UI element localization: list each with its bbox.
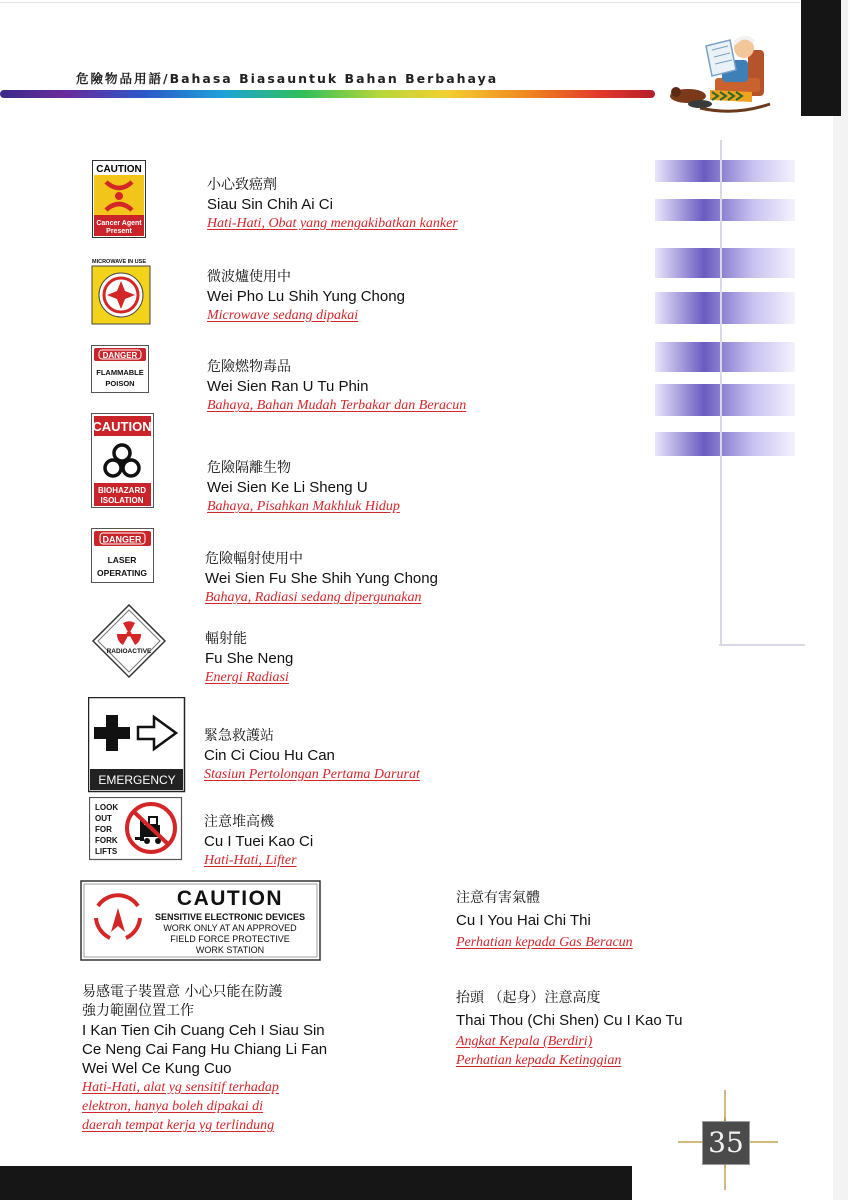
- entry-indonesian-line1: Angkat Kepala (Berdiri): [456, 1034, 593, 1049]
- entry-indonesian: Bahaya, Pisahkan Makhluk Hidup: [207, 499, 400, 514]
- entry-chinese: 注意堆高機: [204, 814, 274, 830]
- laser-sign-tag: DANGER: [102, 534, 142, 545]
- entry-indonesian-line2: elektron, hanya boleh dipakai di: [82, 1099, 264, 1114]
- corner-tab: [801, 0, 841, 116]
- forklift-sign-line2: OUT: [95, 814, 112, 823]
- emergency-sign-label: EMERGENCY: [98, 773, 176, 787]
- radioactive-sign-label: RADIOACTIVE: [106, 648, 152, 655]
- entry-microwave: [207, 268, 405, 325]
- entry-chinese: 緊急救護站: [204, 728, 274, 744]
- forklift-sign-line4: FORK: [95, 836, 118, 845]
- forklift-sign-line3: FOR: [95, 825, 112, 834]
- entry-pinyin-line3: Wei Wel Ce Kung Cuo: [82, 1060, 232, 1077]
- laser-operating-sign: [91, 528, 155, 584]
- page-number: 35: [702, 1121, 750, 1165]
- biohazard-sign-line1: BIOHAZARD: [98, 486, 146, 495]
- entry-pinyin: Wei Sien Ran U Tu Phin: [207, 378, 369, 395]
- entry-radioactive: [205, 630, 293, 687]
- entry-indonesian: Energi Radiasi: [205, 670, 289, 685]
- rainbow-header-bar: [0, 90, 655, 98]
- entry-indonesian: Perhatian kepada Gas Beracun: [456, 935, 633, 950]
- entry-chinese-line2: 強力範圍位置工作: [82, 1003, 194, 1019]
- entry-pinyin: Fu She Neng: [205, 650, 294, 667]
- entry-chinese: 抬頭 （起身）注意高度: [456, 990, 601, 1006]
- entry-emergency: [204, 727, 420, 784]
- entry-pinyin: Wei Pho Lu Shih Yung Chong: [207, 288, 405, 305]
- entry-chinese: 小心致癌劑: [207, 177, 277, 193]
- entry-pinyin-line1: I Kan Tien Cih Cuang Ceh I Siau Sin: [82, 1022, 325, 1039]
- esd-sign-line3: FIELD FORCE PROTECTIVE: [170, 934, 290, 944]
- entry-chinese: 注意有害氣體: [456, 890, 540, 906]
- top-hairline: [0, 2, 800, 3]
- forklift-sign-line1: LOOK: [95, 803, 119, 812]
- side-decoration-bars: [655, 140, 805, 660]
- entry-pinyin: Cu I You Hai Chi Thi: [456, 912, 591, 929]
- entry-indonesian-line2: Perhatian kepada Ketinggian: [456, 1053, 622, 1068]
- laser-sign-line1: LASER: [107, 555, 137, 565]
- laser-sign-line2: OPERATING: [97, 568, 147, 578]
- esd-sign-title: CAUTION: [176, 887, 284, 910]
- forklift-sign: [89, 797, 183, 861]
- cancer-sign-line1: Cancer Agent: [96, 220, 142, 227]
- entry-toxic-gas: [456, 889, 633, 952]
- esd-sign-line4: WORK STATION: [195, 945, 265, 955]
- biohazard-sign-top: CAUTION: [92, 419, 152, 434]
- emergency-station-sign: [88, 697, 186, 793]
- entry-laser: [205, 550, 438, 607]
- entry-chinese: 微波爐使用中: [207, 269, 291, 285]
- entry-indonesian: Bahaya, Radiasi sedang dipergunakan: [205, 590, 422, 605]
- entry-pinyin: Thai Thou (Chi Shen) Cu I Kao Tu: [456, 1012, 683, 1029]
- flammable-sign-line2: POISON: [105, 379, 135, 388]
- cancer-sign-line2: Present: [106, 228, 132, 235]
- entry-chinese: 危險燃物毒品: [207, 359, 291, 375]
- entry-pinyin: Wei Sien Ke Li Sheng U: [207, 479, 368, 496]
- forklift-sign-line5: LIFTS: [95, 847, 118, 856]
- entry-head-height: [456, 989, 683, 1070]
- microwave-sign-label: MICROWAVE IN USE: [92, 259, 146, 265]
- entry-pinyin: Cu I Tuei Kao Ci: [204, 833, 314, 850]
- radioactive-sign: [92, 604, 166, 678]
- entry-indonesian-line1: Hati-Hati, alat yg sensitif terhadap: [82, 1080, 279, 1095]
- page-header-title: 危險物品用語/Bahasa Biasauntuk Bahan Berbahaya: [76, 71, 499, 86]
- biohazard-sign-line2: ISOLATION: [100, 496, 144, 505]
- esd-sign-line2: WORK ONLY AT AN APPROVED: [163, 923, 297, 933]
- entry-pinyin: Siau Sin Chih Ai Ci: [207, 196, 333, 213]
- entry-flammable: [207, 358, 466, 415]
- entry-chinese: 輻射能: [205, 631, 247, 647]
- entry-chinese: 危險輻射使用中: [205, 551, 303, 567]
- entry-cancer: [207, 176, 458, 233]
- flammable-sign-line1: FLAMMABLE: [96, 368, 144, 377]
- esd-sign-line1: SENSITIVE ELECTRONIC DEVICES: [154, 912, 306, 922]
- entry-indonesian: Stasiun Pertolongan Pertama Darurat: [204, 767, 420, 782]
- cancer-agent-sign: [92, 160, 146, 238]
- entry-indonesian: Hati-Hati, Obat yang mengakibatkan kanker: [207, 216, 458, 231]
- esd-caution-sign: [80, 880, 322, 962]
- entry-pinyin-line2: Ce Neng Cai Fang Hu Chiang Li Fan: [82, 1041, 328, 1058]
- flammable-sign-tag: DANGER: [102, 351, 138, 360]
- entry-pinyin: Wei Sien Fu She Shih Yung Chong: [205, 570, 438, 587]
- entry-pinyin: Cin Ci Ciou Hu Can: [204, 747, 335, 764]
- footer-bar: [0, 1166, 632, 1200]
- entry-indonesian: Hati-Hati, Lifter: [204, 853, 297, 868]
- entry-indonesian-line3: daerah tempat kerja yg terlindung: [82, 1118, 275, 1133]
- cancer-sign-top: CAUTION: [96, 164, 142, 175]
- entry-indonesian: Bahaya, Bahan Mudah Terbakar dan Beracun: [207, 398, 467, 413]
- entry-esd: [82, 983, 327, 1135]
- flammable-poison-sign: [91, 345, 151, 395]
- entry-chinese: 危險隔離生物: [207, 460, 291, 476]
- right-page-edge: [833, 0, 848, 1200]
- entry-chinese-line1: 易感電子裝置意 小心只能在防護: [82, 984, 283, 1000]
- microwave-sign: [90, 257, 154, 327]
- entry-indonesian: Microwave sedang dipakai: [207, 308, 359, 323]
- reading-man-illustration: [660, 30, 786, 114]
- entry-biohazard: [207, 459, 400, 516]
- biohazard-sign: [91, 413, 155, 509]
- entry-forklift: [204, 813, 313, 870]
